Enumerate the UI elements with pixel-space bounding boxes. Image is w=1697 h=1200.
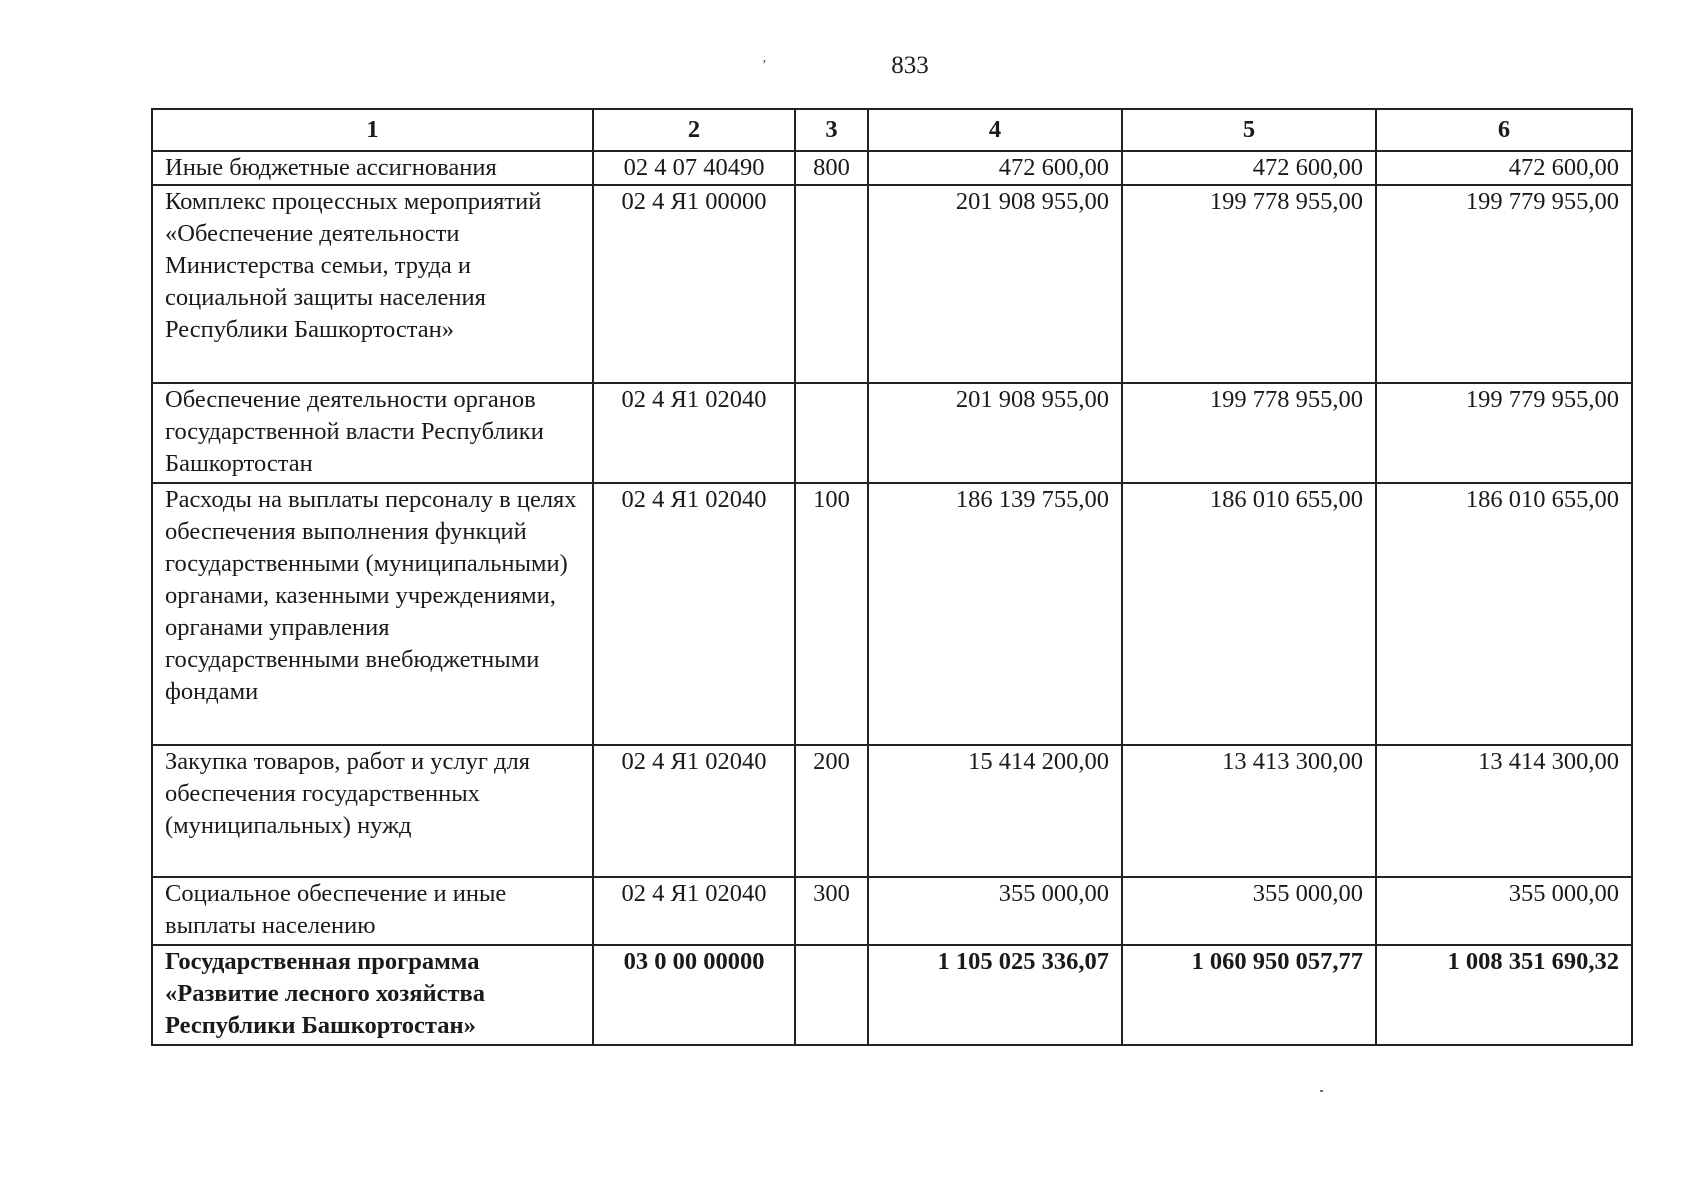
row-value-year-2: 199 778 955,00 bbox=[1122, 185, 1376, 383]
row-value-year-1: 15 414 200,00 bbox=[868, 745, 1122, 877]
row-name: Комплекс процессных мероприятий «Обеспечение деятельности Министерства семьи, труда и социальной защиты населения Республики Башкортостан» bbox=[152, 185, 593, 383]
header-col-6: 6 bbox=[1376, 109, 1632, 151]
row-expense-type: 100 bbox=[795, 483, 868, 745]
header-col-1: 1 bbox=[152, 109, 593, 151]
scan-mark: ʼ bbox=[762, 58, 767, 73]
header-col-3: 3 bbox=[795, 109, 868, 151]
table-row bbox=[152, 745, 1632, 877]
page-number: 833 bbox=[891, 52, 929, 79]
row-name: Закупка товаров, работ и услуг для обеспечения государственных (муниципальных) нужд bbox=[152, 745, 593, 877]
row-value-year-2: 472 600,00 bbox=[1122, 151, 1376, 185]
row-name: Расходы на выплаты персоналу в целях обеспечения выполнения функций государственными (муниципальными) органами, казенными учреждениями, органами управления государственными внебюджетными фондами bbox=[152, 483, 593, 745]
row-value-year-2: 1 060 950 057,77 bbox=[1122, 945, 1376, 1045]
row-expense-type: 800 bbox=[795, 151, 868, 185]
header-row bbox=[152, 109, 1632, 151]
row-expense-type: 300 bbox=[795, 877, 868, 945]
scan-speck bbox=[1320, 1090, 1323, 1092]
row-value-year-3: 199 779 955,00 bbox=[1376, 185, 1632, 383]
row-name: Государственная программа «Развитие лесного хозяйства Республики Башкортостан» bbox=[152, 945, 593, 1045]
row-value-year-3: 199 779 955,00 bbox=[1376, 383, 1632, 483]
row-value-year-2: 199 778 955,00 bbox=[1122, 383, 1376, 483]
row-value-year-3: 13 414 300,00 bbox=[1376, 745, 1632, 877]
row-value-year-1: 1 105 025 336,07 bbox=[868, 945, 1122, 1045]
row-code: 02 4 07 40490 bbox=[593, 151, 795, 185]
row-value-year-2: 13 413 300,00 bbox=[1122, 745, 1376, 877]
row-value-year-2: 186 010 655,00 bbox=[1122, 483, 1376, 745]
table-row bbox=[152, 383, 1632, 483]
budget-table bbox=[151, 108, 1633, 1046]
row-code: 03 0 00 00000 bbox=[593, 945, 795, 1045]
header-col-2: 2 bbox=[593, 109, 795, 151]
row-expense-type bbox=[795, 383, 868, 483]
table-row bbox=[152, 185, 1632, 383]
table-row bbox=[152, 483, 1632, 745]
row-code: 02 4 Я1 02040 bbox=[593, 383, 795, 483]
row-value-year-1: 201 908 955,00 bbox=[868, 185, 1122, 383]
row-value-year-3: 355 000,00 bbox=[1376, 877, 1632, 945]
table-row bbox=[152, 877, 1632, 945]
table-row bbox=[152, 151, 1632, 185]
row-value-year-3: 472 600,00 bbox=[1376, 151, 1632, 185]
row-value-year-1: 201 908 955,00 bbox=[868, 383, 1122, 483]
row-value-year-3: 186 010 655,00 bbox=[1376, 483, 1632, 745]
row-code: 02 4 Я1 00000 bbox=[593, 185, 795, 383]
row-value-year-2: 355 000,00 bbox=[1122, 877, 1376, 945]
header-col-4: 4 bbox=[868, 109, 1122, 151]
row-value-year-1: 472 600,00 bbox=[868, 151, 1122, 185]
header-col-5: 5 bbox=[1122, 109, 1376, 151]
row-expense-type bbox=[795, 185, 868, 383]
row-value-year-1: 186 139 755,00 bbox=[868, 483, 1122, 745]
row-name: Обеспечение деятельности органов государственной власти Республики Башкортостан bbox=[152, 383, 593, 483]
row-code: 02 4 Я1 02040 bbox=[593, 745, 795, 877]
row-name: Социальное обеспечение и иные выплаты населению bbox=[152, 877, 593, 945]
row-value-year-1: 355 000,00 bbox=[868, 877, 1122, 945]
table-row-program-total bbox=[152, 945, 1632, 1045]
row-expense-type: 200 bbox=[795, 745, 868, 877]
row-value-year-3: 1 008 351 690,32 bbox=[1376, 945, 1632, 1045]
row-code: 02 4 Я1 02040 bbox=[593, 877, 795, 945]
row-expense-type bbox=[795, 945, 868, 1045]
row-name: Иные бюджетные ассигнования bbox=[152, 151, 593, 185]
row-code: 02 4 Я1 02040 bbox=[593, 483, 795, 745]
